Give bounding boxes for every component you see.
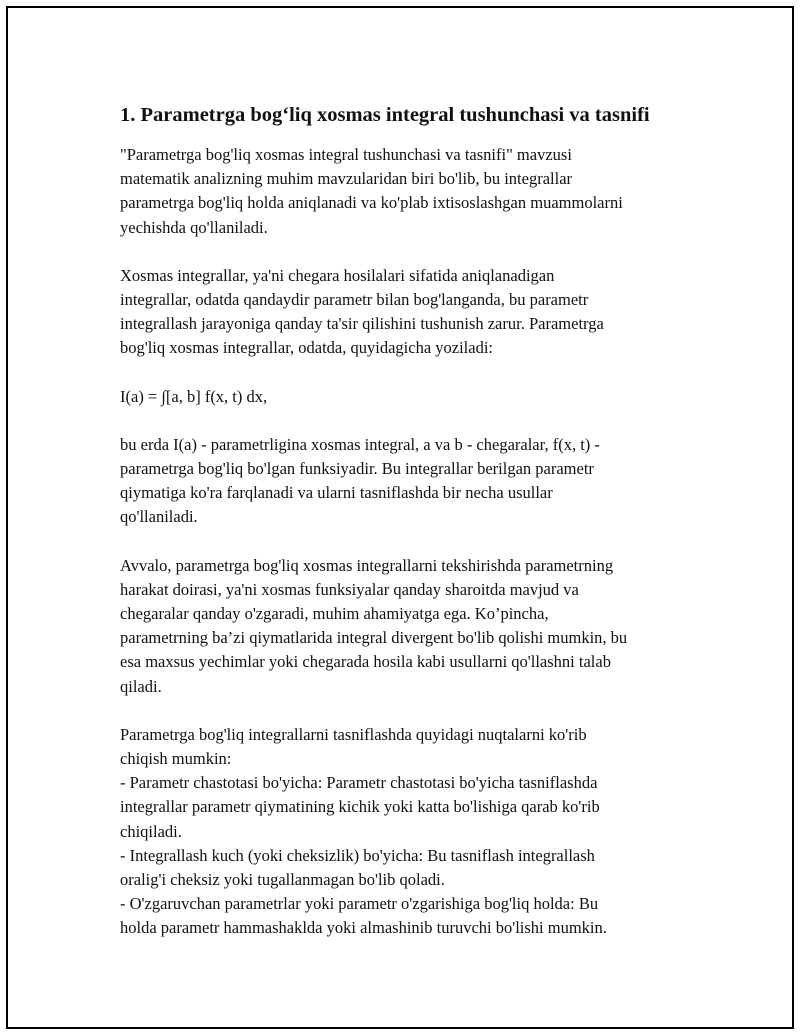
document-page: [6, 6, 794, 1029]
document-content: [120, 102, 696, 965]
text-line: Parametrga bog'liq integrallarni tasniflashda quyidagi nuqtalarni ko'rib: [120, 724, 587, 744]
paragraph: [120, 385, 696, 409]
text-line: bog'liq xosmas integrallar, odatda, quyidagicha yoziladi:: [120, 338, 494, 358]
text-line: chegaralar qanday o'zgaradi, muhim ahamiyatga ega. Ko’pincha,: [120, 604, 549, 624]
text-line: - Integrallash kuch (yoki cheksizlik) bo'yicha: Bu tasniflash integrallash: [120, 845, 595, 865]
paragraph: [120, 554, 696, 699]
text-line: Avvalo, parametrga bog'liq xosmas integrallarni tekshirishda parametrning: [120, 555, 614, 575]
text-line: "Parametrga bog'liq xosmas integral tushunchasi va tasnifi" mavzusi: [120, 145, 572, 164]
section-heading: 1. Parametrga bog‘liq xosmas integral tushunchasi va tasnifi: [120, 104, 650, 126]
text-line: yechishda qo'llaniladi.: [120, 217, 268, 237]
paragraph: [120, 723, 696, 941]
text-line: bu erda I(a) - parametrligina xosmas integral, a va b - chegaralar, f(x, t) -: [120, 434, 600, 454]
text-line: oralig'i cheksiz yoki tugallanmagan bo'lib qoladi.: [120, 870, 445, 890]
text-line: integrallar parametr qiymatining kichik yoki katta bo'lishiga qarab ko'rib: [120, 797, 600, 817]
paragraph: [120, 143, 696, 240]
paragraph: [120, 433, 696, 530]
text-line: holda parametr hammashaklda yoki almashinib turuvchi bo'lishi mumkin.: [120, 918, 607, 938]
text-line: integrallar, odatda qandaydir parametr bilan bog'langanda, bu parametr: [120, 290, 589, 310]
text-line: qiladi.: [120, 676, 162, 696]
text-line: chiqish mumkin:: [120, 749, 232, 769]
paragraph: [120, 264, 696, 361]
text-line: parametrga bog'liq bo'lgan funksiyadir. Bu integrallar berilgan parametr: [120, 459, 594, 479]
text-line: chiqiladi.: [120, 821, 182, 841]
paragraph-list: [120, 143, 696, 941]
text-line: - Parametr chastotasi bo'yicha: Parametr chastotasi bo'yicha tasniflashda: [120, 773, 598, 793]
text-line: parametrning ba’zi qiymatlarida integral divergent bo'lib qolishi mumkin, bu: [120, 628, 628, 648]
text-line: integrallash jarayoniga qanday ta'sir qilishini tushunish zarur. Parametrga: [120, 314, 604, 334]
text-line: matematik analizning muhim mavzularidan biri bo'lib, bu integrallar: [120, 169, 573, 189]
text-line: I(a) = ∫[a, b] f(x, t) dx,: [120, 386, 268, 406]
text-line: esa maxsus yechimlar yoki chegarada hosila kabi usullarni qo'llashni talab: [120, 652, 611, 672]
text-line: qo'llaniladi.: [120, 507, 198, 527]
text-line: qiymatiga ko'ra farqlanadi va ularni tasniflashda bir necha usullar: [120, 483, 553, 503]
text-line: - O'zgaruvchan parametrlar yoki parametr o'zgarishiga bog'liq holda: Bu: [120, 894, 599, 914]
text-line: harakat doirasi, ya'ni xosmas funksiyalar qanday sharoitda mavjud va: [120, 579, 579, 599]
text-line: parametrga bog'liq holda aniqlanadi va ko'plab ixtisoslashgan muammolarni: [120, 193, 623, 213]
text-line: Xosmas integrallar, ya'ni chegara hosilalari sifatida aniqlanadigan: [120, 265, 555, 285]
